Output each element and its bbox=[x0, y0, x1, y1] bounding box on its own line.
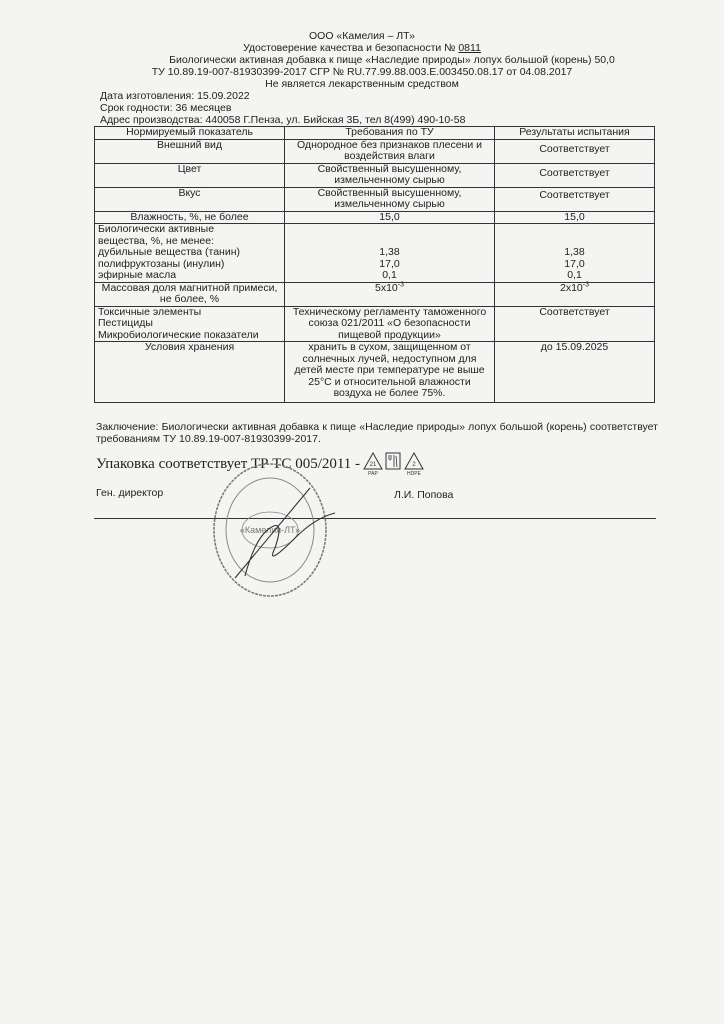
certificate-number: 0811 bbox=[458, 42, 481, 54]
handwritten-signature bbox=[215, 468, 365, 588]
res-line: 0,1 bbox=[567, 269, 582, 281]
director-name: Л.И. Попова bbox=[394, 489, 454, 501]
req-cell bbox=[285, 282, 495, 306]
table-header-row bbox=[95, 127, 655, 140]
req-cell: Однородное без признаков плесени и воздействия влаги bbox=[285, 139, 495, 163]
company-name: ООО «Камелия – ЛТ» bbox=[309, 30, 415, 42]
pap-code: 21 bbox=[369, 462, 377, 468]
req-exponent: -3 bbox=[397, 281, 404, 288]
manufacture-date: Дата изготовления: 15.09.2022 bbox=[100, 90, 250, 102]
param-line: Пестициды bbox=[98, 317, 153, 329]
res-base: 2х10 bbox=[559, 281, 583, 294]
signature-line bbox=[94, 518, 656, 519]
res-cell: до 15.09.2025 bbox=[495, 342, 655, 403]
req-cell: хранить в сухом, защищенном от солнечных лучей, недоступном для детей месте при температуре не выше 25°С и относительной влажности воздуха не более 75%. bbox=[285, 342, 495, 403]
table-row bbox=[95, 224, 655, 283]
req-cell: Свойственный высушенному, измельченному сырью bbox=[285, 163, 495, 187]
packaging-statement: Упаковка соответствует ТР ТС 005/2011 - bbox=[96, 456, 361, 472]
shelf-life: Срок годности: 36 месяцев bbox=[100, 102, 232, 114]
param-cell: Условия хранения bbox=[95, 342, 285, 403]
param-cell: Массовая доля магнитной примеси, не более, % bbox=[95, 282, 285, 306]
res-cell: Соответствует bbox=[495, 187, 655, 211]
res-line: 1,38 bbox=[564, 246, 585, 258]
certificate-prefix: Удостоверение качества и безопасности № bbox=[243, 42, 459, 54]
res-cell: Соответствует bbox=[495, 306, 655, 342]
column-header: Требования по ТУ bbox=[285, 127, 495, 140]
param-line: эфирные масла bbox=[98, 269, 177, 281]
director-role: Ген. директор bbox=[96, 487, 164, 499]
stamp-name: «Камелия-ЛТ» bbox=[239, 525, 301, 535]
table-row bbox=[95, 342, 655, 403]
param-line: вещества, %, не менее: bbox=[98, 234, 215, 247]
table-row bbox=[95, 282, 655, 306]
req-cell: 15,0 bbox=[285, 211, 495, 224]
res-cell: Соответствует bbox=[495, 163, 655, 187]
not-medicine-note: Не является лекарственным средством bbox=[265, 78, 459, 90]
recycle-icon bbox=[363, 450, 425, 476]
res-cell: 15,0 bbox=[495, 211, 655, 224]
param-cell bbox=[95, 224, 285, 283]
param-cell bbox=[95, 306, 285, 342]
table-row bbox=[95, 306, 655, 342]
res-cell: Соответствует bbox=[495, 139, 655, 163]
param-cell: Цвет bbox=[95, 163, 285, 187]
req-line: 17,0 bbox=[379, 257, 400, 270]
res-exponent: -3 bbox=[582, 281, 589, 288]
param-line: Токсичные элементы bbox=[98, 305, 202, 318]
table-row bbox=[95, 139, 655, 163]
param-cell: Внешний вид bbox=[95, 139, 285, 163]
column-header: Результаты испытания bbox=[495, 127, 655, 140]
req-cell: Свойственный высушенному, измельченному сырью bbox=[285, 187, 495, 211]
table-row bbox=[95, 163, 655, 187]
quality-table bbox=[94, 126, 655, 403]
res-line: 17,0 bbox=[564, 257, 585, 270]
conclusion: Заключение: Биологически активная добавка к пище «Наследие природы» лопух большой (корень) соответствует требованиям ТУ 10.89.19-007-81930399-2017. bbox=[96, 421, 658, 445]
param-line: Биологически активные bbox=[98, 223, 215, 235]
pap-label: PAP bbox=[368, 471, 378, 476]
req-base: 5х10 bbox=[374, 281, 398, 294]
production-address: Адрес производства: 440058 Г.Пенза, ул. Бийская 3Б, тел 8(499) 490-10-58 bbox=[100, 114, 466, 126]
certificate-title bbox=[0, 42, 724, 54]
param-line: полифруктозаны (инулин) bbox=[98, 257, 225, 270]
res-cell bbox=[495, 224, 655, 283]
req-cell: Техническому регламенту таможенного союза 021/2011 «О безопасности пищевой продукции» bbox=[285, 306, 495, 342]
res-cell bbox=[495, 282, 655, 306]
table-row bbox=[95, 211, 655, 224]
hdpe-label: HDPE bbox=[407, 471, 421, 476]
param-line: Микробиологические показатели bbox=[98, 328, 259, 341]
req-line: 0,1 bbox=[382, 269, 397, 281]
req-cell bbox=[285, 224, 495, 283]
table-row bbox=[95, 187, 655, 211]
hdpe-code: 2 bbox=[412, 462, 416, 468]
param-line: дубильные вещества (танин) bbox=[98, 246, 240, 258]
req-line: 1,38 bbox=[379, 246, 400, 258]
column-header: Нормируемый показатель bbox=[95, 127, 285, 140]
spec-line: ТУ 10.89.19-007-81930399-2017 СГР № RU.77.99.88.003.Е.003450.08.17 от 04.08.2017 bbox=[151, 66, 573, 78]
param-cell: Вкус bbox=[95, 187, 285, 211]
product-name: Биологически активная добавка к пище «Наследие природы» лопух большой (корень) 50,0 bbox=[169, 54, 615, 66]
param-cell: Влажность, %, не более bbox=[95, 211, 285, 224]
